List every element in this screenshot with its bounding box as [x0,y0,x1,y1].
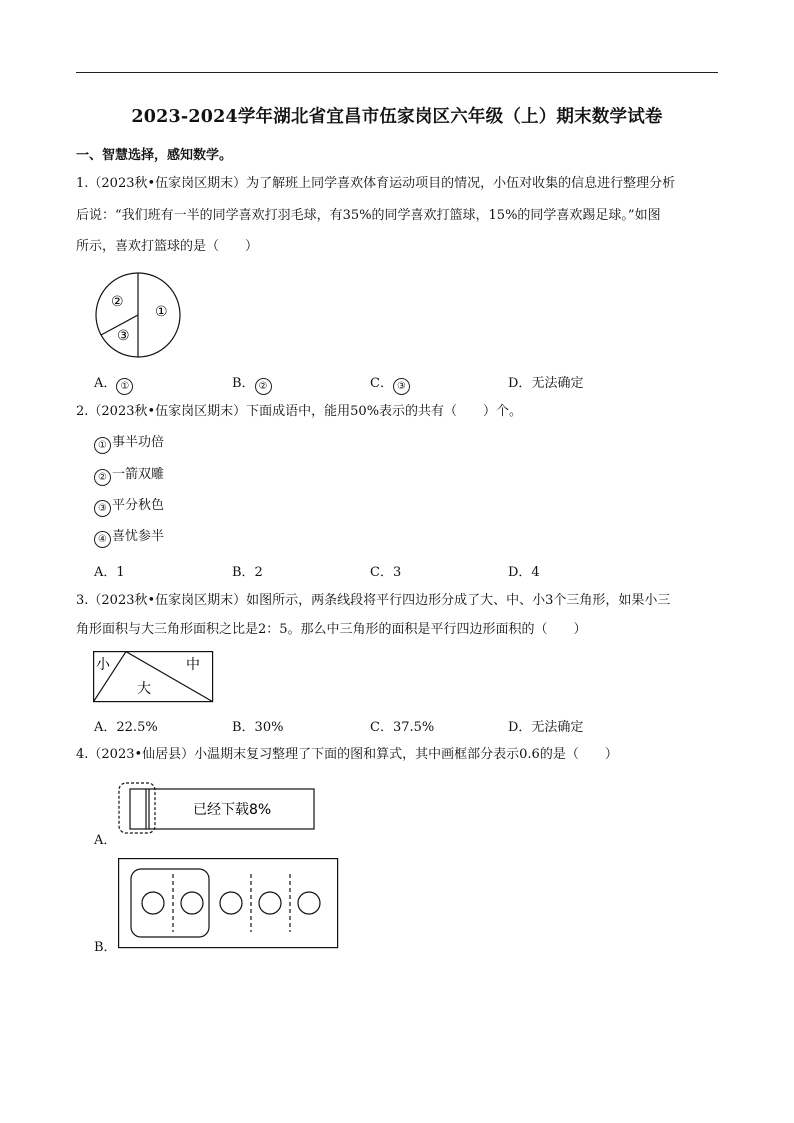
q1-line2: 后说：“我们班有一半的同学喜欢打羽毛球，有35%的同学喜欢打篮球，15%的同学喜欢踢足球。”如图 [76,208,661,223]
q3-option-d[interactable]: D．无法确定 [508,720,584,735]
q2-option-a[interactable]: A．1 [94,565,125,580]
q3-option-b[interactable]: B．30% [232,720,284,735]
q4-option-b[interactable]: B． [94,940,117,955]
q3-parallelogram-figure [93,651,215,703]
page-title: 2023-2024学年湖北省宜昌市伍家岗区六年级（上）期末数学试卷 [131,107,663,127]
q1-option-a[interactable]: A． ① [94,372,134,395]
q3-option-a[interactable]: A．22.5% [94,720,158,735]
circled-number: ① [116,378,133,395]
q1-line3: 所示，喜欢打篮球的是（ ） [76,239,259,254]
q2-option-c[interactable]: C．3 [370,565,402,580]
q2-item-3: ③ 平分秋色 [94,497,164,517]
q3-line1: 3.（2023秋•伍家岗区期末）如图所示，两条线段将平行四边形分成了大、中、小3个三角形，如果小三 [76,593,671,608]
q4-option-a-figure [117,781,317,837]
q2-item-1: ① 事半功倍 [94,434,164,454]
circled-number: ③ [94,500,111,517]
q2-line1: 2.（2023秋•伍家岗区期末）下面成语中，能用50%表示的共有（ ）个。 [76,404,523,419]
q3-label-medium: 中 [186,657,200,673]
q1-line1: 1.（2023秋•伍家岗区期末）为了解班上同学喜欢体育运动项目的情况，小伍对收集的信息进行整理分析 [76,176,676,191]
header-rule [76,72,718,73]
q1-option-d[interactable]: D．无法确定 [508,376,584,391]
circled-number: ② [94,469,111,486]
q3-line2: 角形面积与大三角形面积之比是2：5。那么中三角形的面积是平行四边形面积的（ ） [76,622,587,637]
q4-option-a[interactable]: A． [94,833,117,848]
download-progress-text: 已经下载8% [193,802,272,818]
q2-option-d[interactable]: D．4 [508,565,540,580]
pie-label-2: ② [111,294,124,310]
q1-option-b[interactable]: B． ② [232,372,273,395]
q4-option-b-figure [118,858,340,950]
q2-option-b[interactable]: B．2 [232,565,263,580]
q2-item-4: ④ 喜忧参半 [94,528,164,548]
q3-label-large: 大 [137,681,151,697]
pie-label-3: ③ [117,328,130,344]
pie-label-1: ① [155,304,168,320]
circled-number: ③ [393,378,410,395]
q1-option-c[interactable]: C． ③ [370,372,411,395]
circled-number: ④ [94,531,111,548]
q3-option-c[interactable]: C．37.5% [370,720,435,735]
section-heading: 一、智慧选择，感知数学。 [76,148,233,163]
q3-label-small: 小 [96,657,110,673]
q1-pie-figure [93,273,193,359]
circled-number: ① [94,437,111,454]
q2-item-2: ② 一箭双雕 [94,466,164,486]
circled-number: ② [255,378,272,395]
q4-line1: 4.（2023•仙居县）小温期末复习整理了下面的图和算式，其中画框部分表示0.6的是（ ） [76,747,618,762]
